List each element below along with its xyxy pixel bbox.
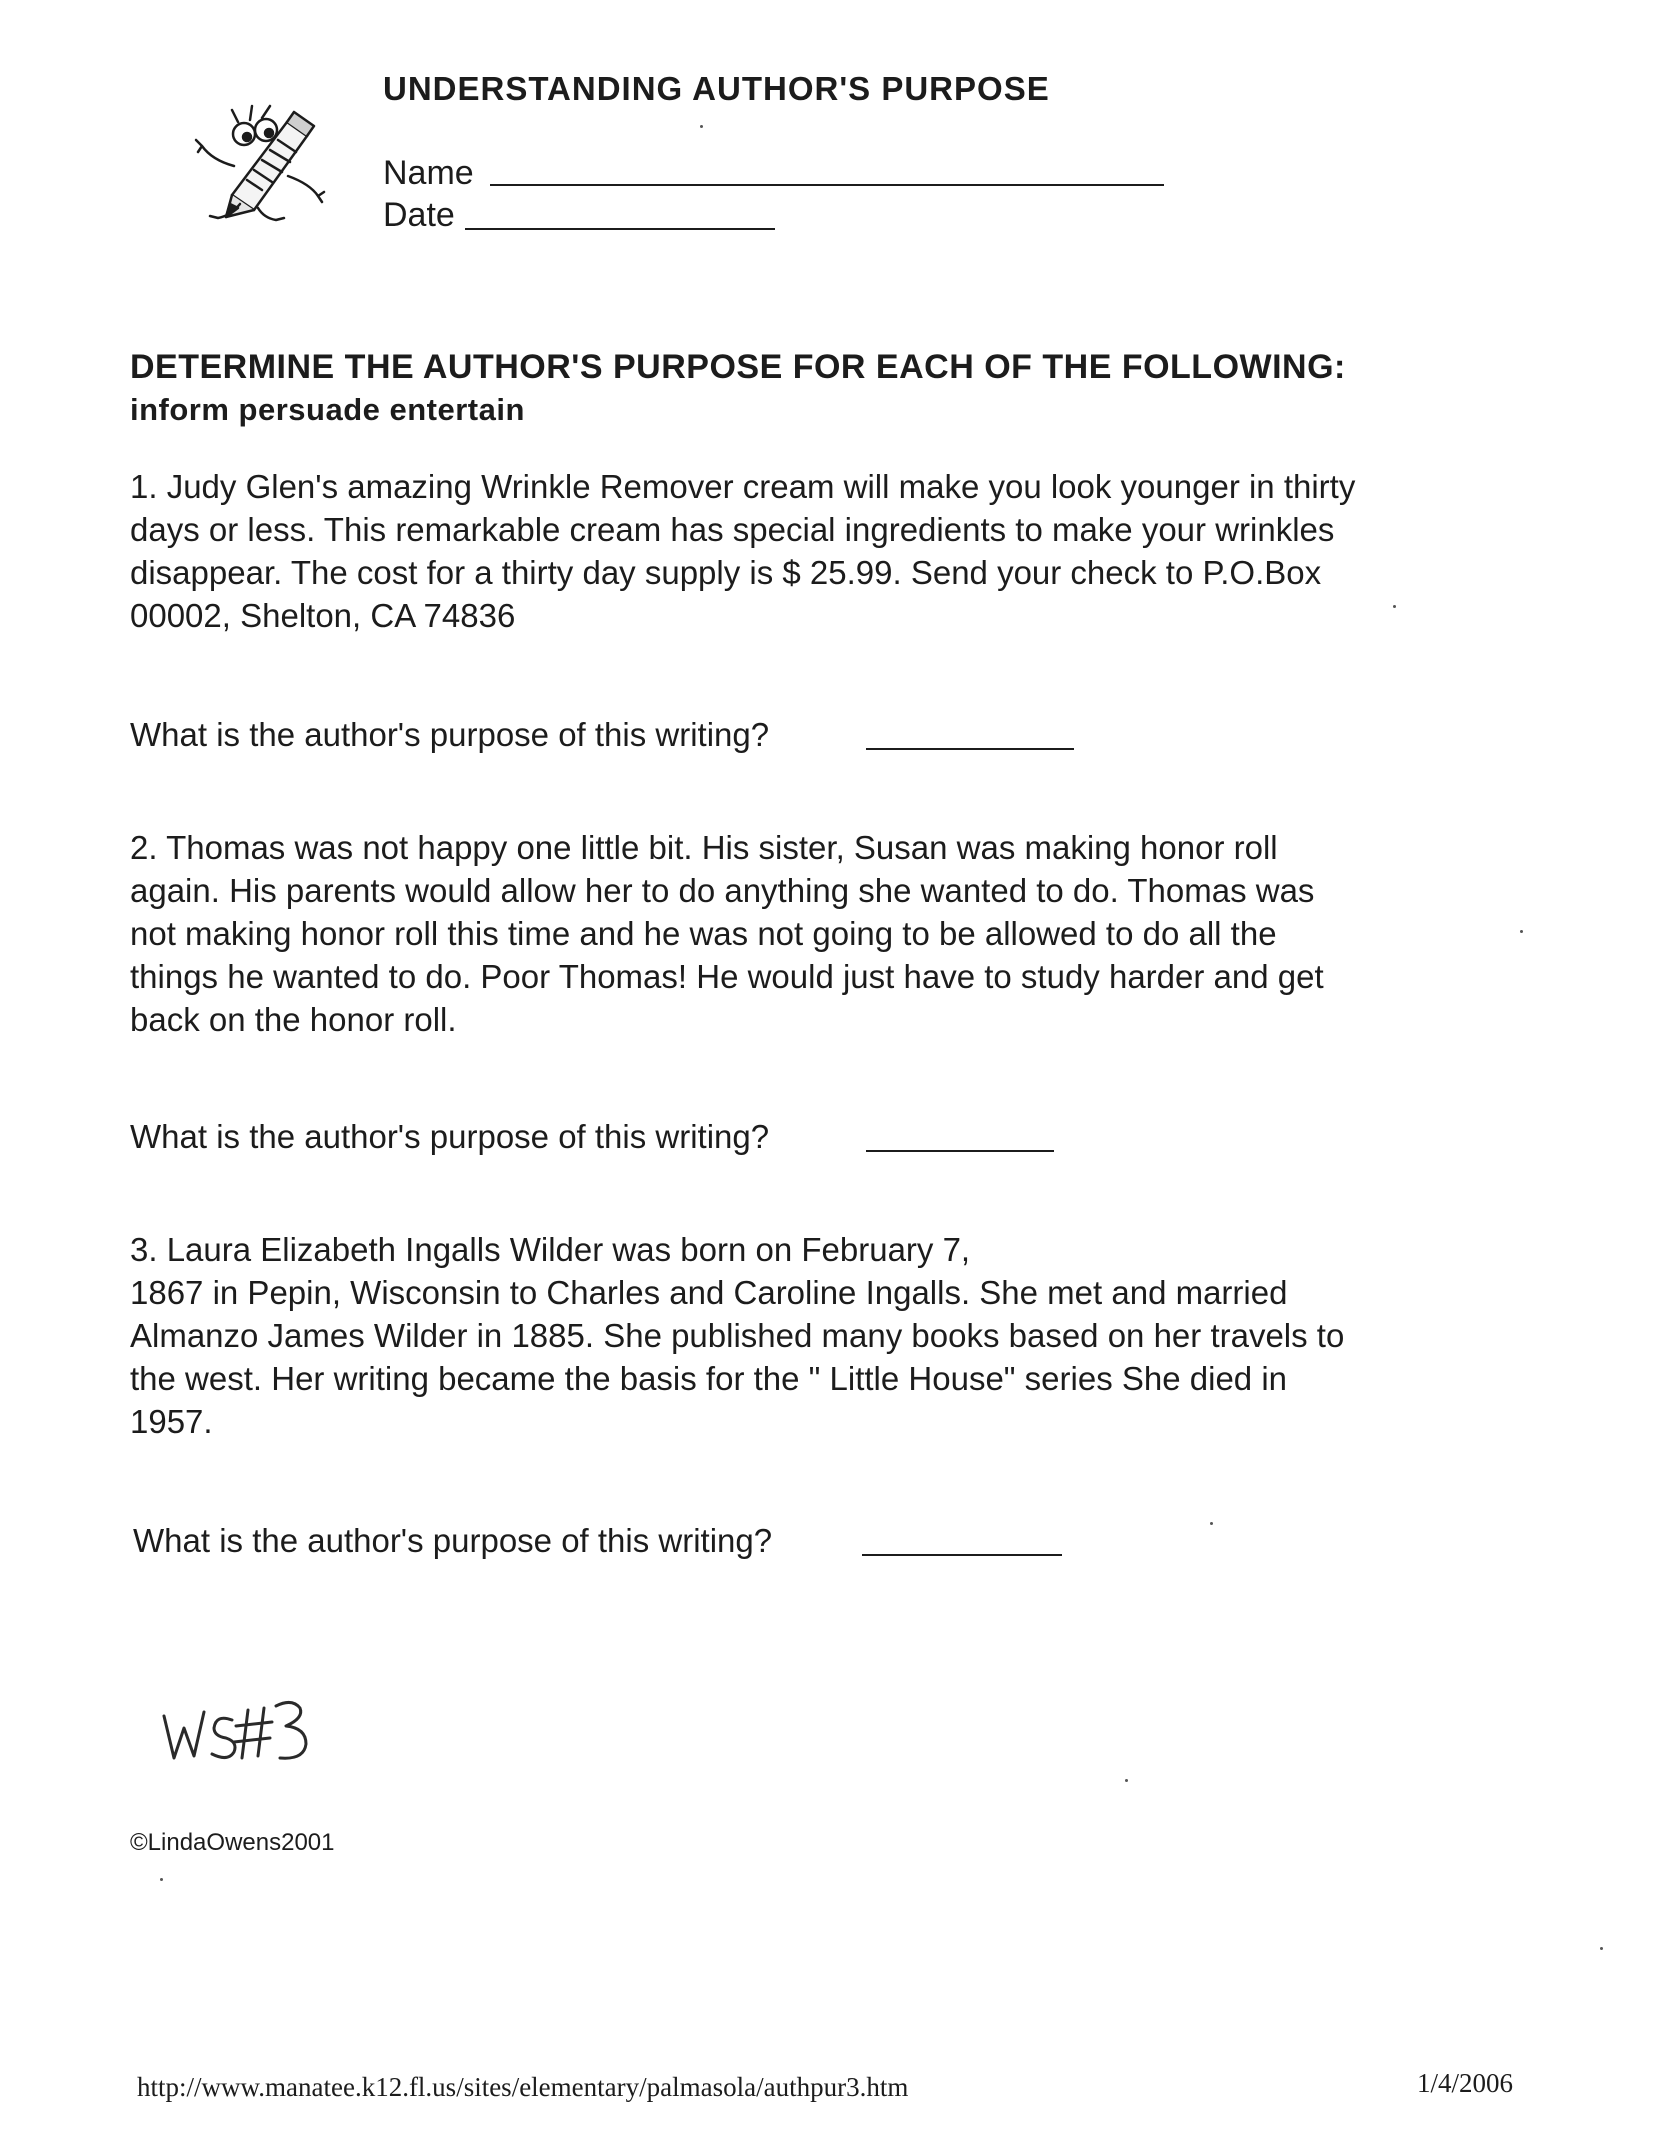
- answer-1-field[interactable]: [866, 748, 1074, 750]
- date-field[interactable]: [465, 228, 775, 230]
- pencil-character-icon: [192, 100, 327, 225]
- passage-line: Almanzo James Wilder in 1885. She published many books based on her travels to: [130, 1317, 1345, 1354]
- passage-line: 3. Laura Elizabeth Ingalls Wilder was born on February 7,: [130, 1231, 971, 1268]
- passage-line: 00002, Shelton, CA 74836: [130, 597, 516, 634]
- passage-3: [130, 1228, 1530, 1443]
- scan-speck: [160, 1878, 163, 1881]
- answer-2-field[interactable]: [866, 1150, 1054, 1152]
- scan-speck: [1393, 605, 1396, 608]
- passage-line: disappear. The cost for a thirty day supply is $ 25.99. Send your check to P.O.Box: [130, 554, 1322, 591]
- scan-speck: [1520, 930, 1523, 933]
- passage-line: 1957.: [130, 1403, 213, 1440]
- copyright-text: ©LindaOwens2001: [130, 1829, 335, 1856]
- passage-2: [130, 826, 1530, 1041]
- scan-speck: [1600, 1947, 1603, 1950]
- handwritten-note: [160, 1688, 310, 1768]
- passage-line: days or less. This remarkable cream has special ingredients to make your wrinkles: [130, 511, 1335, 548]
- passage-line: 1. Judy Glen's amazing Wrinkle Remover cream will make you look younger in thirty: [130, 468, 1356, 505]
- passage-line: 2. Thomas was not happy one little bit. His sister, Susan was making honor roll: [130, 829, 1278, 866]
- page-title: UNDERSTANDING AUTHOR'S PURPOSE: [383, 70, 1050, 107]
- question-2: What is the author's purpose of this writing?: [130, 1118, 770, 1155]
- answer-3-field[interactable]: [862, 1554, 1062, 1556]
- scan-speck: [700, 125, 703, 128]
- scan-speck: [1210, 1522, 1213, 1525]
- passage-line: again. His parents would allow her to do anything she wanted to do. Thomas was: [130, 872, 1315, 909]
- scan-speck: [1125, 1779, 1128, 1782]
- question-1: What is the author's purpose of this writing?: [130, 716, 770, 753]
- passage-line: back on the honor roll.: [130, 1001, 457, 1038]
- footer-date: 1/4/2006: [1417, 2068, 1514, 2098]
- date-label: Date: [383, 196, 455, 234]
- instructions-heading: DETERMINE THE AUTHOR'S PURPOSE FOR EACH OF THE FOLLOWING:: [130, 348, 1346, 386]
- purpose-choices: inform persuade entertain: [130, 392, 525, 427]
- passage-line: 1867 in Pepin, Wisconsin to Charles and Caroline Ingalls. She met and married: [130, 1274, 1288, 1311]
- name-field[interactable]: [490, 184, 1164, 186]
- passage-line: things he wanted to do. Poor Thomas! He would just have to study harder and get: [130, 958, 1324, 995]
- question-3: What is the author's purpose of this writing?: [133, 1522, 773, 1559]
- passage-line: the west. Her writing became the basis for the " Little House" series She died in: [130, 1360, 1287, 1397]
- name-label: Name: [383, 154, 474, 192]
- passage-line: not making honor roll this time and he was not going to be allowed to do all the: [130, 915, 1277, 952]
- footer-url: http://www.manatee.k12.fl.us/sites/elementary/palmasola/authpur3.htm: [137, 2072, 909, 2102]
- passage-1: [130, 465, 1530, 637]
